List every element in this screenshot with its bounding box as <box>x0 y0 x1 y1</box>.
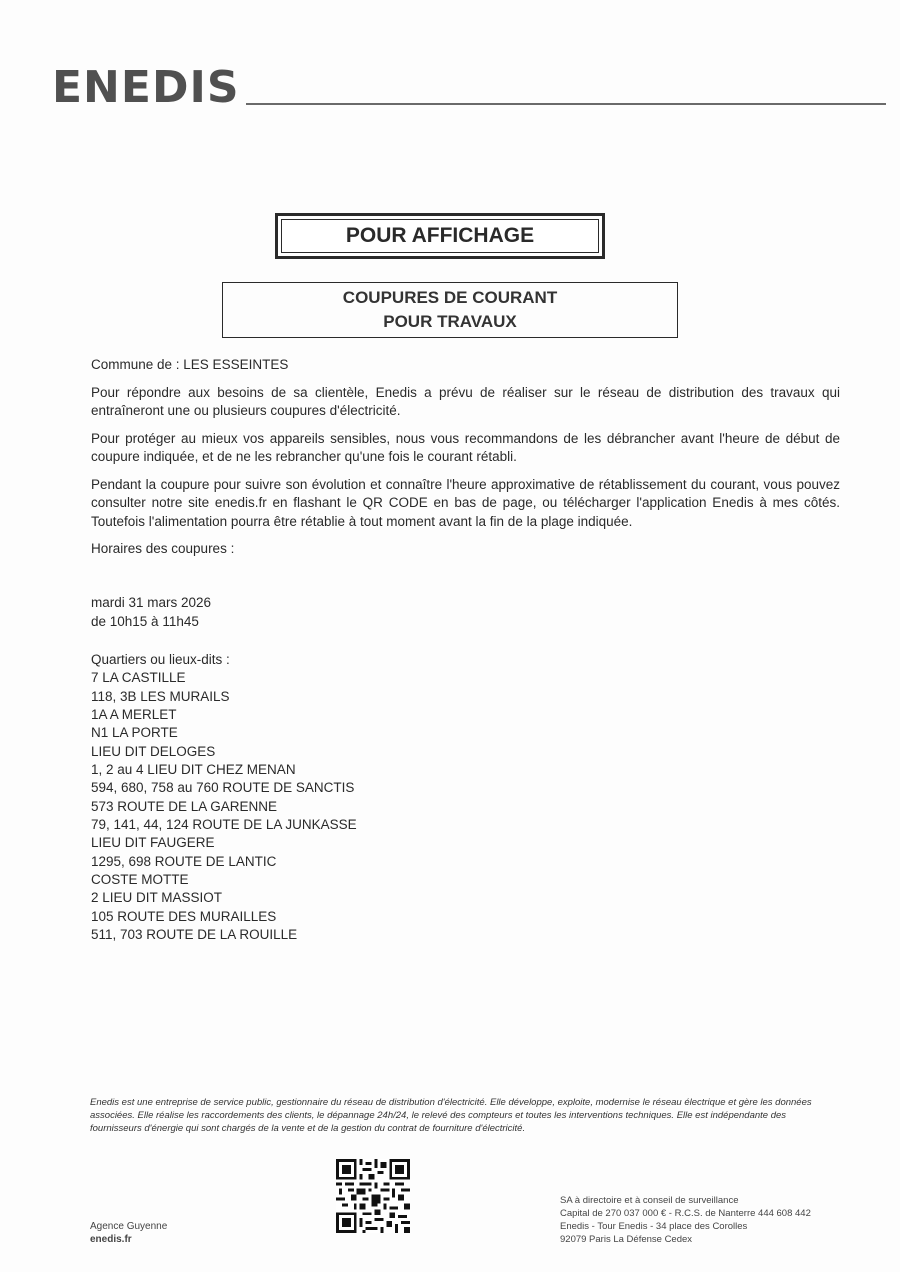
list-item: 7 LA CASTILLE <box>91 670 186 686</box>
notice-body <box>91 356 840 568</box>
legal-line: 92079 Paris La Défense Cedex <box>560 1234 693 1245</box>
header-divider <box>246 103 886 105</box>
list-item: N1 LA PORTE <box>91 725 178 741</box>
paragraph-1: Pour répondre aux besoins de sa clientèle, Enedis a prévu de réaliser sur le réseau de distribution des travaux qui entraîneront une ou plusieurs coupures d'électricité. <box>91 384 840 418</box>
paragraph-2: Pour protéger au mieux vos appareils sensibles, nous vous recommandons de les débrancher avant l'heure de début de coupure indiquée, et de ne les rebrancher qu'une fois le courant rétabli. <box>91 430 840 464</box>
places-label: Quartiers ou lieux-dits : <box>91 652 230 667</box>
qr-code[interactable] <box>336 1159 410 1233</box>
horaires-label: Horaires des coupures : <box>91 541 235 556</box>
list-item: LIEU DIT DELOGES <box>91 743 216 759</box>
list-item: 105 ROUTE DES MURAILLES <box>91 908 277 924</box>
outage-time: de 10h15 à 11h45 <box>91 613 199 629</box>
pour-affichage-box <box>275 213 605 259</box>
list-item: 1, 2 au 4 LIEU DIT CHEZ MENAN <box>91 762 296 778</box>
subtitle-line-2: POUR TRAVAUX <box>383 312 517 331</box>
list-item: LIEU DIT FAUGERE <box>91 835 215 851</box>
pour-affichage-title: POUR AFFICHAGE <box>281 219 599 253</box>
logo-text: ENEDIS <box>52 62 240 113</box>
outage-schedule <box>91 594 211 631</box>
list-item: 594, 680, 758 au 760 ROUTE DE SANCTIS <box>91 780 355 796</box>
subtitle-box <box>222 282 678 338</box>
enedis-logo <box>52 62 240 113</box>
list-item: COSTE MOTTE <box>91 872 189 888</box>
list-item: 1A A MERLET <box>91 707 177 723</box>
outage-date: mardi 31 mars 2026 <box>91 595 212 610</box>
list-item: 511, 703 ROUTE DE LA ROUILLE <box>91 927 298 943</box>
commune-line: Commune de : LES ESSEINTES <box>91 357 289 372</box>
legal-info <box>560 1194 811 1246</box>
list-item: 1295, 698 ROUTE DE LANTIC <box>91 853 277 869</box>
places-list <box>91 651 357 945</box>
list-item: 118, 3B LES MURAILS <box>91 688 230 704</box>
agency-name: Agence Guyenne <box>90 1221 168 1232</box>
legal-line: SA à directoire et à conseil de surveillance <box>560 1195 739 1206</box>
agency-info <box>90 1220 167 1246</box>
list-item: 79, 141, 44, 124 ROUTE DE LA JUNKASSE <box>91 817 357 833</box>
list-item: 573 ROUTE DE LA GARENNE <box>91 798 278 814</box>
website-link[interactable]: enedis.fr <box>90 1234 132 1245</box>
list-item: 2 LIEU DIT MASSIOT <box>91 890 223 906</box>
paragraph-3: Pendant la coupure pour suivre son évolution et connaître l'heure approximative de rétablissement du courant, vous pouvez consulter notre site enedis.fr en flashant le QR CODE en bas de page, ou télécharger l'application Enedis à mes côtés. Toutefois l'alimentation pourra être rétablie à tout moment avant la fin de la plage indiquée. <box>91 476 840 529</box>
subtitle-line-1: COUPURES DE COURANT <box>342 288 558 307</box>
legal-line: Enedis - Tour Enedis - 34 place des Corolles <box>560 1221 748 1232</box>
footer-disclaimer: Enedis est une entreprise de service public, gestionnaire du réseau de distribution d'électricité. Elle développe, exploite, modernise le réseau électrique et gère les données associées. Elle réalise les raccordements des clients, le dépannage 24h/24, le relevé des compteurs et toutes les interventions techniques. Elle est indépendante des fournisseurs d'énergie qui sont chargés de la vente et de la gestion du contrat de fourniture d'électricité. <box>90 1097 812 1134</box>
legal-line: Capital de 270 037 000 € - R.C.S. de Nanterre 444 608 442 <box>560 1208 811 1219</box>
